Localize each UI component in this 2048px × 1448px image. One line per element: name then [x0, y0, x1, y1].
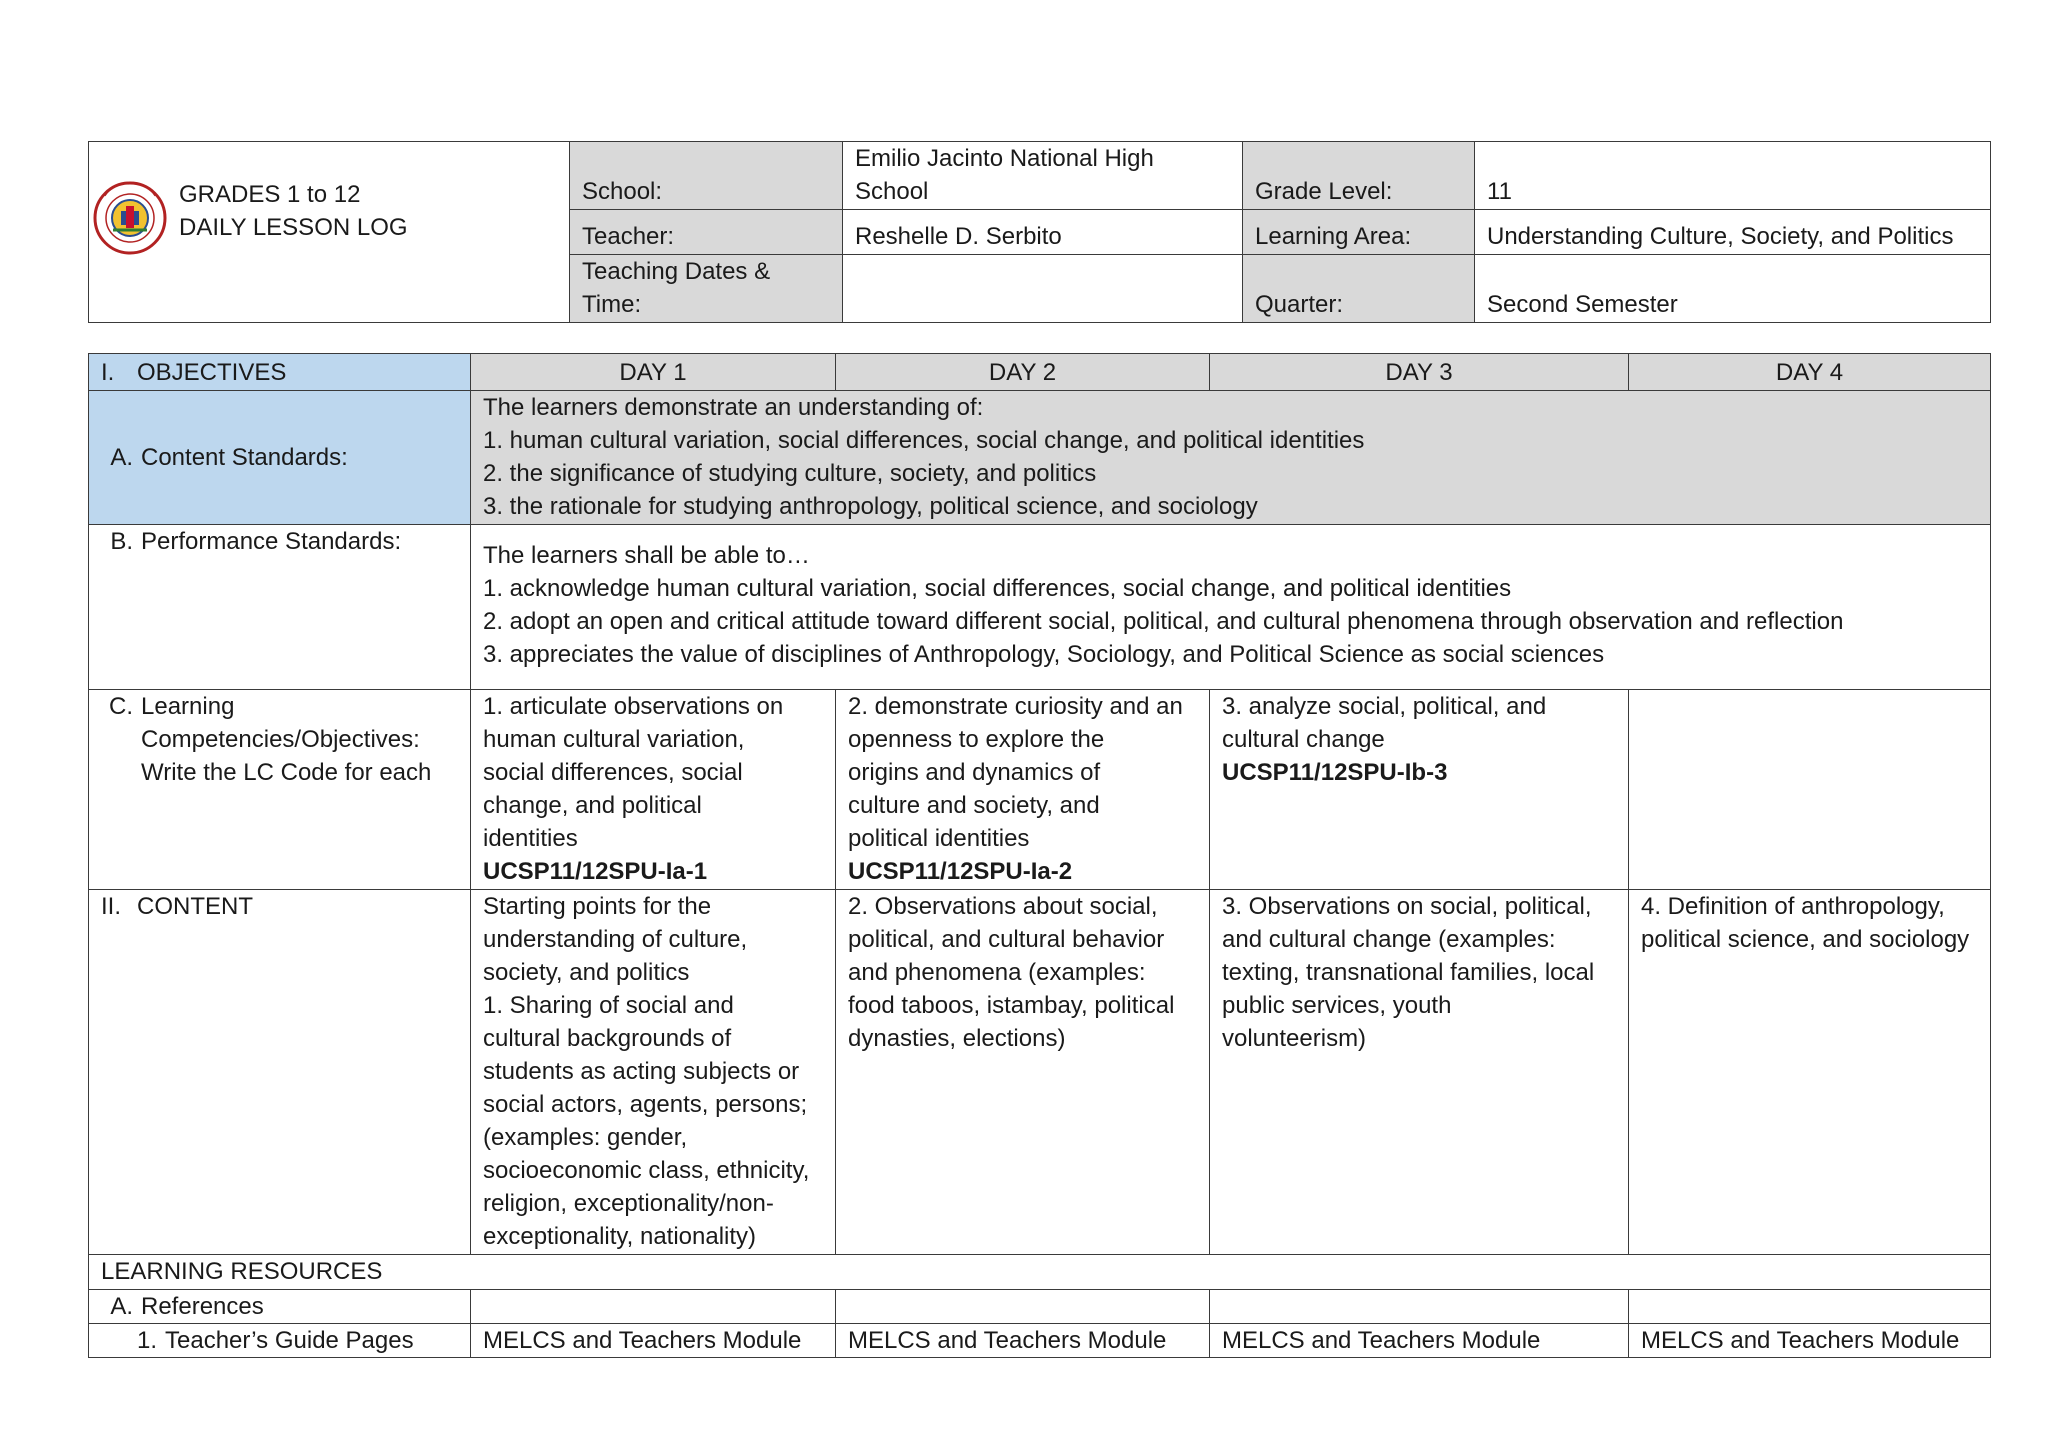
teachers-guide-day4: MELCS and Teachers Module	[1629, 1324, 1991, 1358]
references-label: A. References	[89, 1290, 471, 1324]
school-label: School:	[570, 142, 843, 210]
teaching-dates-value	[843, 255, 1243, 323]
performance-standards-text: The learners shall be able to… 1. acknowledge human cultural variation, social differences, social change, and political identities 2. adopt an open and critical attitude toward different social, political, and cultural phenomena through observation and reflection 3. appreciates the value of disciplines of Anthropology, Sociology, and Political Science as social sciences	[471, 525, 1991, 690]
day4-header: DAY 4	[1629, 354, 1991, 391]
teaching-dates-label: Teaching Dates & Time:	[570, 255, 843, 323]
teachers-guide-row	[89, 1324, 1991, 1358]
form-title-line2: DAILY LESSON LOG	[179, 214, 408, 241]
quarter-label: Quarter:	[1243, 255, 1475, 323]
logo-cell	[89, 142, 570, 323]
school-value: Emilio Jacinto National High School	[843, 142, 1243, 210]
references-day2	[836, 1290, 1210, 1324]
teacher-value: Reshelle D. Serbito	[843, 210, 1243, 255]
competencies-label: C. Learning Competencies/Objectives: Write the LC Code for each	[89, 690, 471, 890]
content-standards-label: A. Content Standards:	[89, 391, 471, 525]
learning-area-value: Understanding Culture, Society, and Politics	[1475, 210, 1991, 255]
content-day3: 3. Observations on social, political, and cultural change (examples: texting, transnational families, local public services, youth volunteerism)	[1210, 890, 1629, 1255]
lc-code-day2: UCSP11/12SPU-Ia-2	[848, 858, 1073, 885]
school-seal-logo	[93, 156, 167, 264]
learning-resources-row	[89, 1255, 1991, 1290]
lc-code-day1: UCSP11/12SPU-Ia-1	[483, 858, 708, 885]
teacher-label: Teacher:	[570, 210, 843, 255]
teachers-guide-day1: MELCS and Teachers Module	[471, 1324, 836, 1358]
day1-header: DAY 1	[471, 354, 836, 391]
content-day1: Starting points for the understanding of culture, society, and politics 1. Sharing of social and cultural backgrounds of students as acting subjects or social actors, agents, persons; (examples: gender, socioeconomic class, ethnicity, religion, exceptionality/non- exceptionality, nationality)	[471, 890, 836, 1255]
performance-standards-label: B. Performance Standards:	[89, 525, 471, 690]
day2-header: DAY 2	[836, 354, 1210, 391]
learning-area-label: Learning Area:	[1243, 210, 1475, 255]
references-row	[89, 1290, 1991, 1324]
content-row	[89, 890, 1991, 1255]
header-table	[88, 141, 1991, 323]
performance-standards-row	[89, 525, 1991, 690]
day3-header: DAY 3	[1210, 354, 1629, 391]
content-heading: II. CONTENT	[89, 890, 471, 1255]
content-standards-text: The learners demonstrate an understanding of: 1. human cultural variation, social differences, social change, and political identities 2. the significance of studying culture, society, and politics 3. the rationale for studying anthropology, political science, and sociology	[471, 391, 1991, 525]
content-day4: 4. Definition of anthropology, political science, and sociology	[1629, 890, 1991, 1255]
quarter-value: Second Semester	[1475, 255, 1991, 323]
references-day1	[471, 1290, 836, 1324]
grade-level-value: 11	[1475, 142, 1991, 210]
competencies-row	[89, 690, 1991, 890]
references-day4	[1629, 1290, 1991, 1324]
learning-resources-heading: LEARNING RESOURCES	[89, 1255, 1991, 1290]
competency-day1: 1. articulate observations on human cultural variation, social differences, social change, and political identities UCSP11/12SPU-Ia-1	[471, 690, 836, 890]
competency-day3: 3. analyze social, political, and cultural change UCSP11/12SPU-Ib-3	[1210, 690, 1629, 890]
lesson-log-table	[88, 353, 1991, 1358]
form-title-line1: GRADES 1 to 12	[179, 181, 361, 208]
teachers-guide-day3: MELCS and Teachers Module	[1210, 1324, 1629, 1358]
lc-code-day3: UCSP11/12SPU-Ib-3	[1222, 759, 1448, 786]
teachers-guide-label: 1. Teacher’s Guide Pages	[89, 1324, 471, 1358]
objectives-heading: I. OBJECTIVES	[89, 354, 471, 391]
competency-day4	[1629, 690, 1991, 890]
teachers-guide-day2: MELCS and Teachers Module	[836, 1324, 1210, 1358]
objectives-row	[89, 354, 1991, 391]
content-standards-row	[89, 391, 1991, 525]
competency-day2: 2. demonstrate curiosity and an openness to explore the origins and dynamics of culture and society, and political identities UCSP11/12SPU-Ia-2	[836, 690, 1210, 890]
content-day2: 2. Observations about social, political, and cultural behavior and phenomena (examples: food taboos, istambay, political dynasties, elections)	[836, 890, 1210, 1255]
grade-level-label: Grade Level:	[1243, 142, 1475, 210]
references-day3	[1210, 1290, 1629, 1324]
